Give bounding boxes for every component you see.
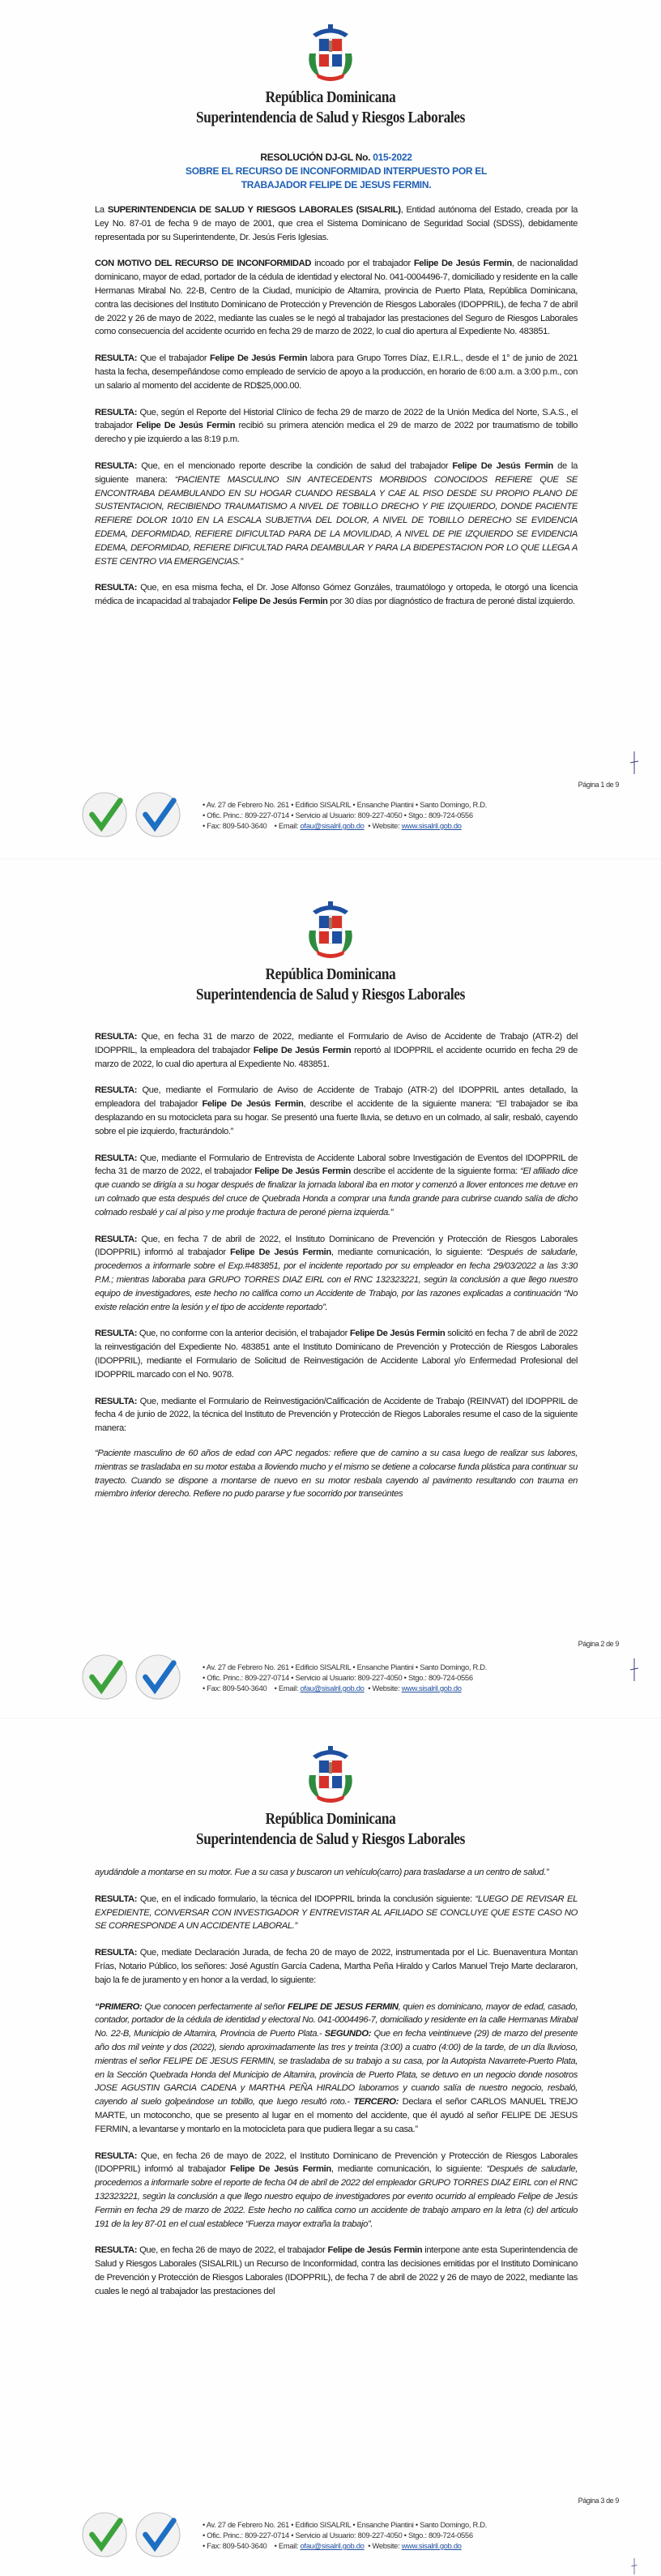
paragraph-resulta: RESULTA: Que, según el Reporte del Historial Clínico de fecha 29 de marzo de 2022 de la Unión Medica del Norte, S.A.S., el trabajador Felipe De Jesús Fermin recibió su primera atención medica el 29 de marzo de 2022 por traumatismo de tobillo derecho y pie izquierdo a las 8:19 p.m. <box>95 407 578 445</box>
iso-27001-seal-icon <box>134 2511 181 2558</box>
resolution-title-line-2: TRABAJADOR FELIPE DE JESUS FERMIN. <box>241 179 432 190</box>
paragraph-resulta: RESULTA: Que, en el indicado formulario, la técnica del IDOPPRIL brinda la conclusión siguiente: “LUEGO DE REVISAR EL EXPEDIENTE, CONVERSAR CON INVESTIGADOR Y ENTREVISTAR AL AFILIADO SE CONCLUYE QUE ESTE CASO NO SE CORRESPONDE A UN ACCIDENTE LABORAL.” <box>95 1893 578 1932</box>
email-link[interactable]: ofau@sisalril.gob.do <box>300 2541 365 2550</box>
page-3 <box>0 1718 661 2576</box>
letterhead <box>0 21 661 128</box>
page-1-body <box>95 151 578 622</box>
paragraph-resulta: RESULTA: Que, mediante el Formulario de Entrevista de Accidente Laboral sobre Investigación de Eventos del IDOPPRIL de fecha 31 de marzo de 2022, el trabajador Felipe De Jesús Fermin describe el accidente de la siguiente forma: “El afiliado dice que cuando se dirigía a su hogar después de finalizar la jornada laboral iba en motor y comenzó a llover entonces me detuve en un colmado que esta después del cruce de Quebrada Honda a comprar una funda grande para cubrirse cuando salía de dicho colmado resbalé y caí al piso y me produje fractura de peroné pierna izquierda.” <box>95 1153 578 1217</box>
resolution-title-line-1: SOBRE EL RECURSO DE INCONFORMIDAD INTERPUESTO POR EL <box>186 165 487 177</box>
email-link[interactable]: ofau@sisalril.gob.do <box>300 821 365 830</box>
iso-9001-seal-icon <box>81 791 128 838</box>
country-name: República Dominicana <box>265 1810 396 1828</box>
paragraph-intro: La SUPERINTENDENCIA DE SALUD Y RIESGOS LABORALES (SISALRIL), Entidad autónoma del Estado, creada por la Ley No. 87-01 de fecha 9 de mayo de 2001, que crea el Sistema Dominicano de Seguridad Social (SDSS), debidamente representada por su Superintendente, Dr. Jesús Feris Iglesias. <box>95 205 578 242</box>
paragraph-resulta: RESULTA: Que, en esa misma fecha, el Dr. Jose Alfonso Gómez Gonzáles, traumatólogo y ortopeda, le otorgó una licencia médica de incapacidad al trabajador Felipe De Jesús Fermin por 30 días por diagnóstico de fractura de peroné distal izquierdo. <box>95 583 578 607</box>
coat-of-arms-icon <box>298 898 363 963</box>
resolution-heading <box>95 151 578 192</box>
page-number: Página 1 de 9 <box>578 781 619 789</box>
paragraph-resulta: RESULTA: Que, mediante el Formulario de Reinvestigación/Calificación de Accidente de Trabajo (REINVAT) del IDOPPRIL de fecha 4 de junio de 2022, la técnica del Instituto de Prevención y Protección de Riegos Laborales resume el caso de la siguiente manera: <box>95 1396 578 1434</box>
paragraph-resulta: RESULTA: Que, no conforme con la anterior decisión, el trabajador Felipe De Jesús Fermin solicitó en fecha 7 de abril de 2022 la reinvestigación del Expediente No. 483851 ante el Instituto Dominicano de Prevención y Protección de Riesgos Laborales (IDOPPRIL), mediante el Formulario de Solicitud de Reinvestigación de Accidente Laboral y/o Enfermedad Profesional del IDOPPRIL marcado con el No. 9078. <box>95 1329 578 1380</box>
resolution-number: RESOLUCIÓN DJ-GL No. 015-2022 <box>260 152 412 163</box>
phone-line: • Ofic. Princ.: 809-227-0714 • Servicio al Usuario: 809-227-4050 • Stgo.: 809-724-0556 <box>203 2531 473 2540</box>
iso-27001-seal-icon <box>134 791 181 838</box>
fax-email-web-line: • Fax: 809-540-3640 • Email: ofau@sisalril.gob.do • Website: www.sisalril.gob.do <box>203 2541 462 2550</box>
contact-info <box>203 1662 487 1693</box>
page-number: Página 2 de 9 <box>578 1640 619 1648</box>
page-2 <box>0 858 661 1718</box>
country-name: República Dominicana <box>265 88 396 106</box>
contact-info <box>203 2519 487 2551</box>
paragraph-motivo: CON MOTIVO DEL RECURSO DE INCONFORMIDAD incoado por el trabajador Felipe De Jesús Fermin, de nacionalidad dominicano, mayor de edad, portador de la cédula de identidad y electoral No. 041-0004496-7, domiciliado y residente en la calle Hermanas Mirabal No. 22-B, Centro de la Ciudad, municipio de Altamira, provincia de Puerto Plata, República Dominicana, contra las decisiones del Instituto Dominicano de Protección y Prevención de Riesgos Laborales (IDOPPRIL), de fecha 7 de abril de 2022 y 26 de mayo de 2022, mediante las cuales se le negó al trabajador las prestaciones del Seguro de Riesgos Laborales como consecuencia del accidente ocurrido en fecha 29 de marzo de 2022, lo cual dio apertura al Expediente No. 483851. <box>95 259 578 337</box>
fax-email-web-line: • Fax: 809-540-3640 • Email: ofau@sisalril.gob.do • Website: www.sisalril.gob.do <box>203 821 462 830</box>
website-link[interactable]: www.sisalril.gob.do <box>401 821 462 830</box>
block-quote-declaration: “PRIMERO: Que conocen perfectamente al señor FELIPE DE JESUS FERMIN, quien es dominicano, mayor de edad, casado, contador, portador de la cédula de identidad y electoral No. 041-0004496-7, domiciliado y residente en la calle Hermanas Mirabal No. 22-B, Municipio de Altamira, Provincia de Puerto Plata.- SEGUNDO: Que en fecha veintinueve (29) de marzo del presente año dos mil veinte y dos (2022), siendo aproximadamente las tres y treinta (3:00) a cuatro (4:00) de la tarde, de un día lluvioso, mientras el señor FELIPE DE JESUS FERMIN, se trasladaba de su trabajo a su casa, por la Autopista Navarrete-Puerto Plata, en la Sección Quebrada Honda del Municipio de Altamira, provincia de Puerto Plata, se detuvo en un negocio donde nosotros JOSE AGUSTIN GARCIA CADENA y MARTHA PEÑA HIRALDO laboramos y cuando salía de nuestro negocio, resbaló, cayendo al suelo golpeándose un tobillo, que luego resultó roto.- TERCERO: Declara el señor CARLOS MANUEL TREJO MARTE, un motoconcho, que se presento al lugar en el momento del accidente, que él ayudó al señor FELIPE DE JESUS FERMIN, a levantarse y montarlo en la motocicleta para que pudiera llegar a su casa.” <box>95 2001 578 2134</box>
page-3-body <box>95 1866 578 2312</box>
country-name: República Dominicana <box>265 965 396 983</box>
website-link[interactable]: www.sisalril.gob.do <box>401 2541 462 2550</box>
resolution-number-value: 015-2022 <box>373 152 412 163</box>
phone-line: • Ofic. Princ.: 809-227-0714 • Servicio al Usuario: 809-227-4050 • Stgo.: 809-724-0556 <box>203 811 473 819</box>
email-link[interactable]: ofau@sisalril.gob.do <box>300 1684 365 1692</box>
agency-name: Superintendencia de Salud y Riesgos Laborales <box>196 1830 465 1848</box>
coat-of-arms-icon <box>298 21 363 86</box>
block-quote-continued: ayudándole a montarse en su motor. Fue a su casa y buscaron un vehículo(carro) para trasladarse a un centro de salud.” <box>95 1868 549 1877</box>
page-1 <box>0 0 661 858</box>
address-line: • Av. 27 de Febrero No. 261 • Edificio SISALRIL • Ensanche Piantini • Santo Domingo, R.D. <box>203 800 488 809</box>
phone-line: • Ofic. Princ.: 809-227-0714 • Servicio al Usuario: 809-227-4050 • Stgo.: 809-724-0556 <box>203 1673 473 1682</box>
letterhead <box>0 1743 661 1850</box>
paragraph-resulta: RESULTA: Que, en fecha 26 de mayo de 2022, el trabajador Felipe de Jesús Fermin interpone ante esta Superintendencia de Salud y Riesgos Laborales (SISALRIL) un Recurso de Inconformidad, contra las decisiones emitidas por el Instituto Dominicano de Prevención y Protección de Riesgos Laborales (IDOPPRIL), de fecha 7 de abril de 2022 y 26 de mayo de 2022, mediante las cuales le negó al trabajador las prestaciones del <box>95 2245 578 2296</box>
margin-mark-icon <box>630 1658 638 1681</box>
fax-email-web-line: • Fax: 809-540-3640 • Email: ofau@sisalril.gob.do • Website: www.sisalril.gob.do <box>203 1684 462 1692</box>
agency-name: Superintendencia de Salud y Riesgos Laborales <box>196 986 465 1003</box>
paragraph-resulta: RESULTA: Que, en fecha 7 de abril de 2022, el Instituto Dominicano de Prevención y Protección de Riesgos Laborales (IDOPPRIL) informó al trabajador Felipe De Jesús Fermin, mediante comunicación, lo siguiente: “Después de saludarle, procedemos a informarle sobre el Exp.#483851, por el incidente reportado por su empleador en fecha 29/03/2022 a las 3:30 P.M.; mientras laboraba para GRUPO TORRES DIAZ EIRL con el RNC 132323221, según la conclusión a que llego nuestro equipo de investigadores, este hecho no califica como un Accidente de Trabajo, por las razones explicadas a continuación “No existe relación entre la lesión y el tipo de accidente reportado”. <box>95 1234 578 1312</box>
certification-seals <box>81 1654 181 1701</box>
paragraph-resulta: RESULTA: Que, mediante el Formulario de Aviso de Accidente de Trabajo (ATR-2) del IDOPPRIL antes detallado, la empleadora del trabajador Felipe De Jesús Fermin, describe el accidente de la siguiente manera: “El trabajador se iba desplazando en su motocicleta para su hogar. Se presentó una fuerte lluvia, se detuvo en un colmado, al salir, resbaló, cayendo sobre el pie izquierdo, fracturándolo.” <box>95 1085 578 1136</box>
block-quote-reinvat: “Paciente masculino de 60 años de edad con APC negados: refiere que de camino a su casa luego de realizar sus labores, mientras se trasladaba en su motor estaba a lloviendo mucho y el mismo se detiene a colocarse funda plástica para continuar su trayecto. Cuando se dispone a montarse de nuevo en su motor resbala cayendo al pavimento resultando con trauma en miembro inferior derecho. Refiere no pudo pararse y fue socorrido por transeúntes <box>95 1448 578 1500</box>
page-number: Página 3 de 9 <box>578 2497 619 2505</box>
paragraph-resulta: RESULTA: Que, mediate Declaración Jurada, de fecha 20 de mayo de 2022, instrumentada por el Lic. Buenaventura Montan Frías, Notario Público, los señores: José Agustín García Cadena, Martha Peña Hiraldo y Carlos Manuel Trejo Marte declararon, bajo la fe de juramento y en honor a la verdad, lo siguiente: <box>95 1948 578 1985</box>
certification-seals <box>81 2511 181 2558</box>
address-line: • Av. 27 de Febrero No. 261 • Edificio SISALRIL • Ensanche Piantini • Santo Domingo, R.D. <box>203 1662 488 1671</box>
paragraph-resulta: RESULTA: Que, en el mencionado reporte describe la condición de salud del trabajador Felipe De Jesús Fermin de la siguiente manera: “PACIENTE MASCULINO SIN ANTECEDENTS MORBIDOS CONOCIDOS REFIERE QUE SE ENCONTRABA DEAMBULANDO EN SU HOGAR CUANDO RESBALA Y CAE AL PISO DESDE SU PROPIO PLANO DE SUSTENTACION, RECIBIENDO TRAUMATISMO A NIVEL DE TOBILLO DRECHO Y PIE IZQUIERDO, DONDE PACIENTE REFIERE DOLOR 10/10 EN LA ESCALA SUBJETIVA DEL DOLOR, A NIVEL DE TOBILLO DERECHO SE EVIDENCIA EDEMA, DEFORMIDAD, REFIERE DIFICULTAD PARA DE LA MOVILIDAD, A NIVEL DE PIE IZQUIERDO SE EVIDENCIA EDEMA, DEFORMIDAD, REFIERE DIFICULTAD PARA DEAMBULAR Y PARA LA BIDEPESTACION POR LO QUE LLEGA A ESTE CENTRO VIA EMERGENCIAS.” <box>95 460 578 567</box>
coat-of-arms-icon <box>298 1743 363 1808</box>
certification-seals <box>81 791 181 838</box>
iso-9001-seal-icon <box>81 1654 128 1701</box>
margin-mark-icon <box>630 751 638 774</box>
iso-9001-seal-icon <box>81 2511 128 2558</box>
margin-mark-icon <box>630 2558 638 2574</box>
iso-27001-seal-icon <box>134 1654 181 1701</box>
website-link[interactable]: www.sisalril.gob.do <box>401 1684 462 1692</box>
page-2-body <box>95 1030 578 1514</box>
paragraph-resulta: RESULTA: Que, en fecha 31 de marzo de 2022, mediante el Formulario de Aviso de Accidente de Trabajo (ATR-2) del IDOPPRIL, la empleadora del trabajador Felipe De Jesús Fermin reportó al IDOPPRIL el accidente ocurrido en fecha 29 de marzo de 2022, lo cual dio apertura al Expediente No. 483851. <box>95 1032 578 1069</box>
letterhead <box>0 898 661 1005</box>
contact-info <box>203 799 487 831</box>
paragraph-resulta: RESULTA: Que el trabajador Felipe De Jesús Fermin labora para Grupo Torres Díaz, E.I.R.L., desde el 1° de junio de 2021 hasta la fecha, desempeñándose como empleado de servicio de apoyo a la producción, en horario de 6:00 a.m. a 3:00 p.m., con un salario al momento del accidente de RD$25,000.00. <box>95 353 578 391</box>
paragraph-resulta: RESULTA: Que, en fecha 26 de mayo de 2022, el Instituto Dominicano de Prevención y Protección de Riesgos Laborales (IDOPPRIL) informó al trabajador Felipe De Jesús Fermin, mediante comunicación, lo siguiente: “Después de saludarle, procedemos a informarle sobre el reporte de fecha 04 de abril de 2022 del empleador GRUPO TORRES DIAZ EIRL con el RNC 132323221, según la conclusión a que llego nuestro equipo de investigadores por evento ocurrido al empleado Felipe de Jesús Fermin en fecha 29 de marzo de 2022. Este hecho no califica como un accidente de trabajo amparo en la letra (c) del articulo 191 de la ley 87-01 en el cual establece “Fuerza mayor extraña la trabajo”. <box>95 2150 578 2229</box>
agency-name: Superintendencia de Salud y Riesgos Laborales <box>196 109 465 126</box>
address-line: • Av. 27 de Febrero No. 261 • Edificio SISALRIL • Ensanche Piantini • Santo Domingo, R.D. <box>203 2520 488 2529</box>
